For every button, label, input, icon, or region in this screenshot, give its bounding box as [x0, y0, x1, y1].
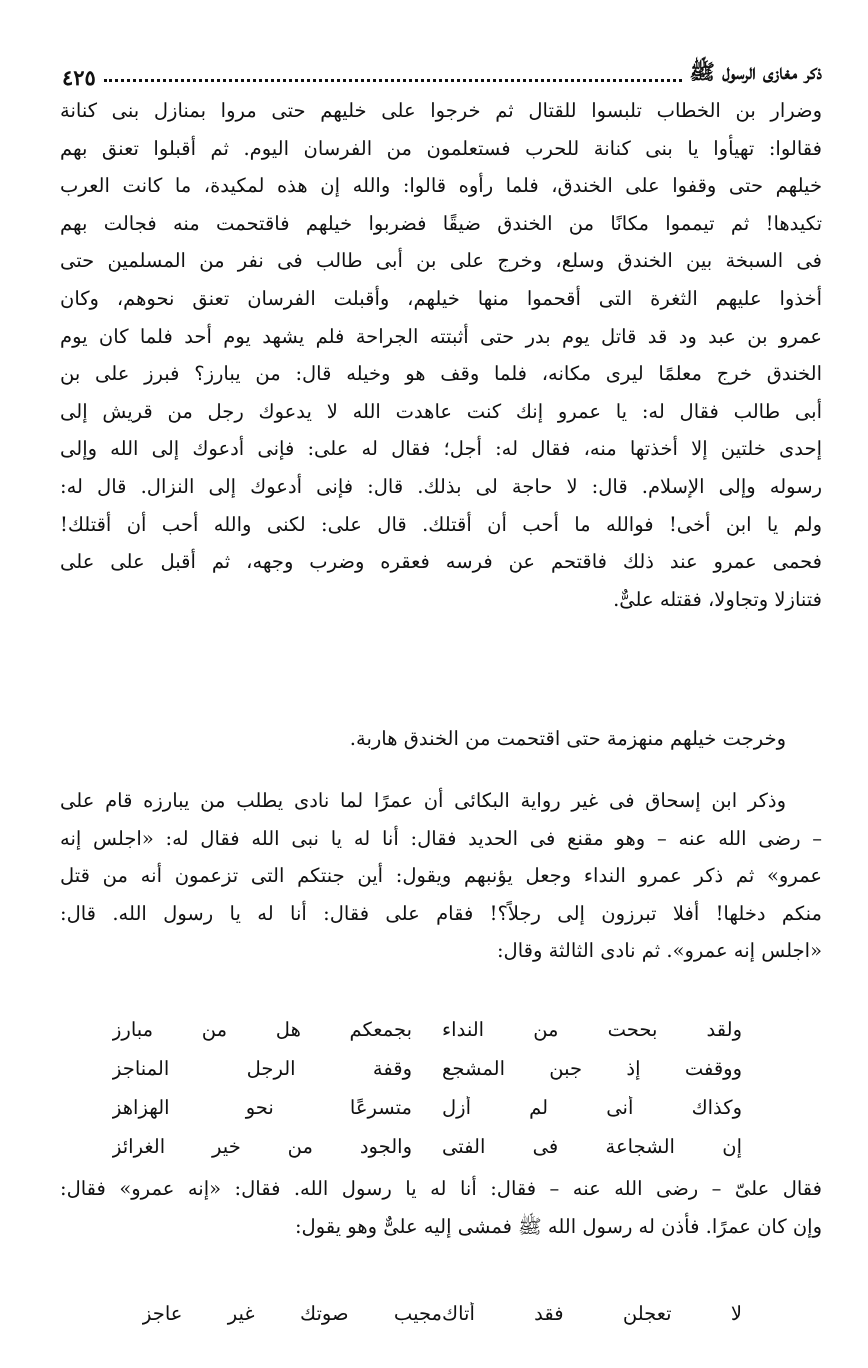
poem-verse: [112, 1049, 742, 1088]
poem-1: [112, 1010, 742, 1166]
poem-2: [142, 1294, 742, 1333]
page-header: [62, 50, 822, 90]
text-line: – رضى الله عنه – وهو مقنع فى الحديد فقال: أنا له يا نبى الله فقال له: «اجلس إنه: [60, 826, 822, 850]
page-number: ٤٢٥: [62, 65, 96, 90]
text-line: منكم دخلها! أفلا تبرزون إلى رجلاً؟! فقام على فقال: أنا له يا رسول الله. قال:: [60, 901, 822, 925]
text-line: رسوله وإلى الإسلام. قال: لا حاجة لى بذلك. قال: فإنى أدعوك إلى النزال. قال له:: [60, 474, 822, 498]
verse-second-half: وقفة الرجل المناجز: [112, 1057, 412, 1080]
text-line: فحمى عمرو عند ذلك فاقتحم عن فرسه فعقره وضرب وجهه، ثم أقبل على على: [60, 550, 822, 574]
text-line: تكيدها! ثم تيمموا مكانًا من الخندق ضيقًا فضربوا خيلهم فاقتحمت منه فجالت بهم: [60, 211, 822, 235]
verse-first-half: وكذاك أنى لم أزل: [442, 1096, 742, 1119]
paragraph-1: [60, 92, 822, 618]
text-line: وإن كان عمرًا. فأذن له رسول الله ﷺ فمشى إليه علىٌّ وهو يقول:: [294, 1214, 822, 1238]
paragraph-3: [60, 782, 822, 970]
text-line: أبى طالب فقال له: يا عمرو إنك كنت عاهدت الله لا يدعوك رجل من قريش إلى: [60, 399, 822, 423]
text-line: وذكر ابن إسحاق فى غير رواية البكائى أن عمرًا لما نادى يطلب من يبارزه قام على: [60, 789, 786, 812]
text-line: وضرار بن الخطاب تلبسوا للقتال ثم خرجوا على خليهم حتى مروا بمنازل بنى كنانة: [60, 99, 822, 122]
verse-second-half: مجيب صوتك غير عاجز: [142, 1302, 442, 1325]
text-line: أخذوا عليهم الثغرة التى أقحموا منها خيلهم، وأقبلت الفرسان تعنق نحوهم، وكان: [60, 286, 822, 310]
text-line: فقالوا: تهيأوا يا بنى كنانة للحرب فستعلمون من الفرسان اليوم. ثم أقبلوا تعنق بهم: [60, 136, 822, 160]
paragraph-4: [60, 1170, 822, 1245]
verse-second-half: والجود من خير الغرائز: [112, 1135, 412, 1158]
paragraph-2: [60, 720, 786, 758]
header-dot-leader: [104, 79, 682, 82]
text-line: عمرو» ثم ذكر عمرو النداء وجعل يؤنبهم ويقول: أين جنتكم التى تزعمون أنه من قتل: [60, 864, 822, 888]
verse-first-half: ولقد بححت من النداء: [442, 1018, 742, 1041]
text-line: وخرجت خيلهم منهزمة حتى اقتحمت من الخندق هاربة.: [349, 727, 786, 750]
poem-verse: [112, 1010, 742, 1049]
poem-verse: [112, 1127, 742, 1166]
verse-first-half: لا تعجلن فقد أتاك: [442, 1302, 742, 1325]
text-line: فقال علىّ – رضى الله عنه – فقال: أنا له يا رسول الله. فقال: «إنه عمرو» فقال:: [60, 1177, 822, 1200]
text-line: خيلهم حتى وقفوا على الخندق، فلما رأوه قالوا: والله إن هذه لمكيدة، ما كانت العرب: [60, 174, 822, 198]
poem-verse: [112, 1088, 742, 1127]
running-title: ذكر مغازى الرسول ﷺ: [689, 59, 822, 84]
verse-first-half: ووقفت إذ جبن المشجع: [442, 1057, 742, 1080]
text-line: ولم يا ابن أخى! فوالله ما أحب أن أقتلك. قال على: لكنى والله أحب أن أقتلك!: [60, 512, 822, 536]
verse-first-half: إن الشجاعة فى الفتى: [442, 1135, 742, 1158]
text-line: «اجلس إنه عمرو». ثم نادى الثالثة وقال:: [496, 939, 822, 963]
verse-second-half: بجمعكم هل من مبارز: [112, 1018, 412, 1041]
text-line: فتنازلا وتجاولا، فقتله علىٌّ.: [613, 587, 822, 611]
verse-second-half: متسرعًا نحو الهزاهز: [112, 1096, 412, 1119]
text-line: إحدى خلتين إلا أخذتها منه، فقال له: أجل؛ فقال له على: فإنى أدعوك إلى الله وإلى: [60, 437, 822, 461]
text-line: فى السبخة بين الخندق وسلع، وخرج على بن أبى طالب فى نفر من المسلمين حتى: [60, 249, 822, 273]
text-line: الخندق خرج معلمًا ليرى مكانه، فلما وقف هو وخيله قال: من يبارز؟ فبرز على بن: [60, 362, 822, 386]
poem-verse: [142, 1294, 742, 1333]
text-line: عمرو بن عبد ود قد قاتل يوم بدر حتى أثبتته الجراحة فلم يشهد يوم أحد فلما كان يوم: [60, 324, 822, 348]
